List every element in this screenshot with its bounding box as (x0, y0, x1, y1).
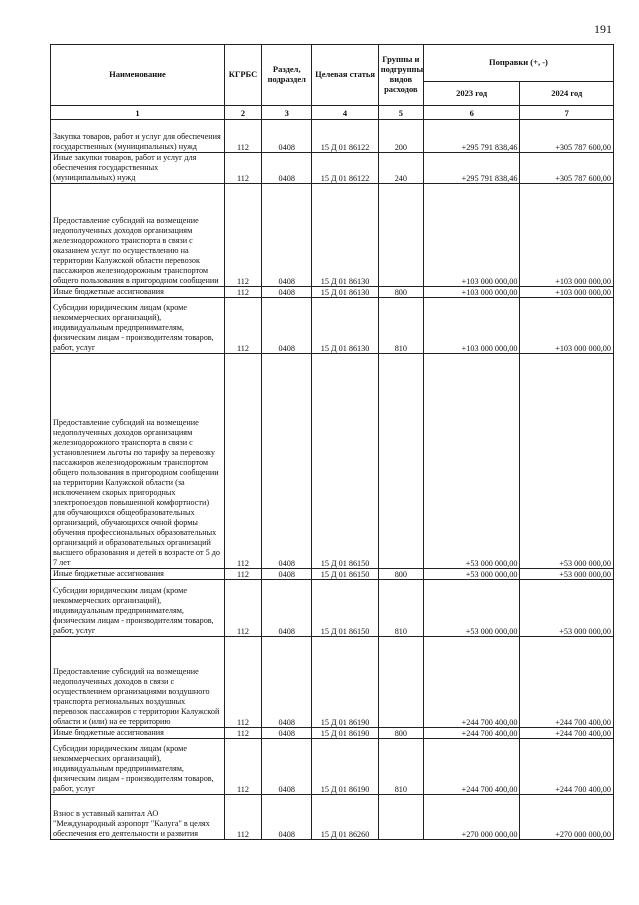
row-value-2023: +103 000 000,00 (423, 287, 520, 298)
row-group: 800 (378, 728, 423, 739)
row-name: Субсидии юридическим лицам (кроме некоммерческих организаций), индивидуальным предпринимателям, физическим лицам - производителям товаров, работ, услуг (51, 580, 225, 637)
row-target: 15 Д 01 86190 (312, 728, 378, 739)
row-target: 15 Д 01 86260 (312, 795, 378, 840)
row-kgrbs: 112 (224, 354, 261, 569)
header-kgrbs: КГРБС (224, 45, 261, 106)
budget-amendments-table (50, 44, 614, 840)
row-target: 15 Д 01 86150 (312, 569, 378, 580)
column-number: 7 (520, 106, 614, 120)
row-target: 15 Д 01 86130 (312, 184, 378, 287)
row-value-2024: +270 000 000,00 (520, 795, 614, 840)
column-number: 3 (262, 106, 312, 120)
row-group (378, 354, 423, 569)
table-row (51, 287, 614, 298)
row-name: Иные бюджетные ассигнования (51, 287, 225, 298)
table-row (51, 120, 614, 153)
row-section: 0408 (262, 795, 312, 840)
row-group: 810 (378, 580, 423, 637)
row-target: 15 Д 01 86122 (312, 120, 378, 153)
row-group: 800 (378, 287, 423, 298)
row-group: 240 (378, 153, 423, 184)
row-kgrbs: 112 (224, 287, 261, 298)
row-section: 0408 (262, 184, 312, 287)
row-target: 15 Д 01 86190 (312, 739, 378, 795)
row-value-2023: +53 000 000,00 (423, 580, 520, 637)
row-kgrbs: 112 (224, 739, 261, 795)
row-section: 0408 (262, 739, 312, 795)
table-row (51, 298, 614, 354)
row-value-2023: +244 700 400,00 (423, 637, 520, 728)
row-target: 15 Д 01 86150 (312, 354, 378, 569)
column-number: 6 (423, 106, 520, 120)
row-target: 15 Д 01 86130 (312, 287, 378, 298)
row-name: Предоставление субсидий на возмещение недополученных доходов в связи с осуществлением организациями воздушного транспорта региональных воздушных перевозок пассажиров с территории Калужской области и (или) на ее территорию (51, 637, 225, 728)
row-group (378, 184, 423, 287)
table-row (51, 739, 614, 795)
row-value-2024: +244 700 400,00 (520, 728, 614, 739)
row-name: Закупка товаров, работ и услуг для обеспечения государственных (муниципальных) нужд (51, 120, 225, 153)
table-row (51, 728, 614, 739)
row-section: 0408 (262, 298, 312, 354)
row-value-2024: +53 000 000,00 (520, 354, 614, 569)
row-value-2023: +244 700 400,00 (423, 739, 520, 795)
column-number-row (51, 106, 614, 120)
row-name: Предоставление субсидий на возмещение недополученных доходов организациям железнодорожного транспорта в связи с установлением льготы по тарифу за перевозку пассажиров железнодорожным транспортом общего пользования в пригородном сообщении на территории Калужской области (за исключением скорых пригородных электропоездов повышенной комфортности) для обучающихся общеобразовательных организаций, обучающихся очной формы обучения профессиональных образовательных организаций и образовательных организаций высшего образования и детей в возрасте от 5 до 7 лет (51, 354, 225, 569)
column-number: 4 (312, 106, 378, 120)
page-number: 191 (594, 22, 612, 36)
row-section: 0408 (262, 569, 312, 580)
table-row (51, 153, 614, 184)
row-value-2024: +53 000 000,00 (520, 580, 614, 637)
row-value-2023: +53 000 000,00 (423, 569, 520, 580)
row-value-2023: +295 791 838,46 (423, 120, 520, 153)
row-value-2024: +244 700 400,00 (520, 637, 614, 728)
row-section: 0408 (262, 354, 312, 569)
table-row (51, 354, 614, 569)
table-row (51, 637, 614, 728)
row-kgrbs: 112 (224, 153, 261, 184)
row-value-2024: +103 000 000,00 (520, 298, 614, 354)
table-row (51, 569, 614, 580)
row-value-2024: +244 700 400,00 (520, 739, 614, 795)
row-value-2023: +295 791 838,46 (423, 153, 520, 184)
row-name: Субсидии юридическим лицам (кроме некоммерческих организаций), индивидуальным предпринимателям, физическим лицам - производителям товаров, работ, услуг (51, 739, 225, 795)
header-year-2023: 2023 год (423, 82, 520, 106)
row-kgrbs: 112 (224, 120, 261, 153)
row-kgrbs: 112 (224, 637, 261, 728)
header-name: Наименование (51, 45, 225, 106)
row-name: Субсидии юридическим лицам (кроме некоммерческих организаций), индивидуальным предпринимателям, физическим лицам - производителям товаров, работ, услуг (51, 298, 225, 354)
row-target: 15 Д 01 86122 (312, 153, 378, 184)
row-kgrbs: 112 (224, 728, 261, 739)
row-section: 0408 (262, 580, 312, 637)
header-year-2024: 2024 год (520, 82, 614, 106)
column-number: 1 (51, 106, 225, 120)
row-value-2024: +53 000 000,00 (520, 569, 614, 580)
column-number: 5 (378, 106, 423, 120)
row-section: 0408 (262, 287, 312, 298)
row-kgrbs: 112 (224, 569, 261, 580)
row-group (378, 795, 423, 840)
row-name: Предоставление субсидий на возмещение недополученных доходов организациям железнодорожного транспорта в связи с оказанием услуг по осуществлению на территории Калужской области перевозок пассажиров железнодорожным транспортом общего пользования в пригородном сообщении (51, 184, 225, 287)
row-target: 15 Д 01 86190 (312, 637, 378, 728)
header-amendments: Поправки (+, -) (423, 45, 613, 82)
header-section: Раздел, подраздел (262, 45, 312, 106)
table-row (51, 795, 614, 840)
row-group: 800 (378, 569, 423, 580)
row-value-2024: +103 000 000,00 (520, 287, 614, 298)
row-value-2023: +103 000 000,00 (423, 298, 520, 354)
row-section: 0408 (262, 120, 312, 153)
row-kgrbs: 112 (224, 580, 261, 637)
row-group (378, 637, 423, 728)
row-value-2024: +305 787 600,00 (520, 153, 614, 184)
row-value-2023: +53 000 000,00 (423, 354, 520, 569)
row-value-2023: +103 000 000,00 (423, 184, 520, 287)
table-row (51, 184, 614, 287)
row-name: Иные закупки товаров, работ и услуг для обеспечения государственных (муниципальных) нужд (51, 153, 225, 184)
row-name: Иные бюджетные ассигнования (51, 569, 225, 580)
row-value-2023: +244 700 400,00 (423, 728, 520, 739)
header-target: Целевая статья (312, 45, 378, 106)
row-name: Иные бюджетные ассигнования (51, 728, 225, 739)
row-kgrbs: 112 (224, 298, 261, 354)
row-value-2023: +270 000 000,00 (423, 795, 520, 840)
row-kgrbs: 112 (224, 184, 261, 287)
row-group: 200 (378, 120, 423, 153)
row-section: 0408 (262, 153, 312, 184)
row-target: 15 Д 01 86130 (312, 298, 378, 354)
column-number: 2 (224, 106, 261, 120)
row-target: 15 Д 01 86150 (312, 580, 378, 637)
header-groups: Группы и подгруппы видов расходов (378, 45, 423, 106)
row-value-2024: +305 787 600,00 (520, 120, 614, 153)
row-value-2024: +103 000 000,00 (520, 184, 614, 287)
table-row (51, 580, 614, 637)
row-group: 810 (378, 739, 423, 795)
row-section: 0408 (262, 728, 312, 739)
row-kgrbs: 112 (224, 795, 261, 840)
row-section: 0408 (262, 637, 312, 728)
row-name: Взнос в уставный капитал АО "Международный аэропорт "Калуга" в целях обеспечения его деятельности и развития (51, 795, 225, 840)
row-group: 810 (378, 298, 423, 354)
